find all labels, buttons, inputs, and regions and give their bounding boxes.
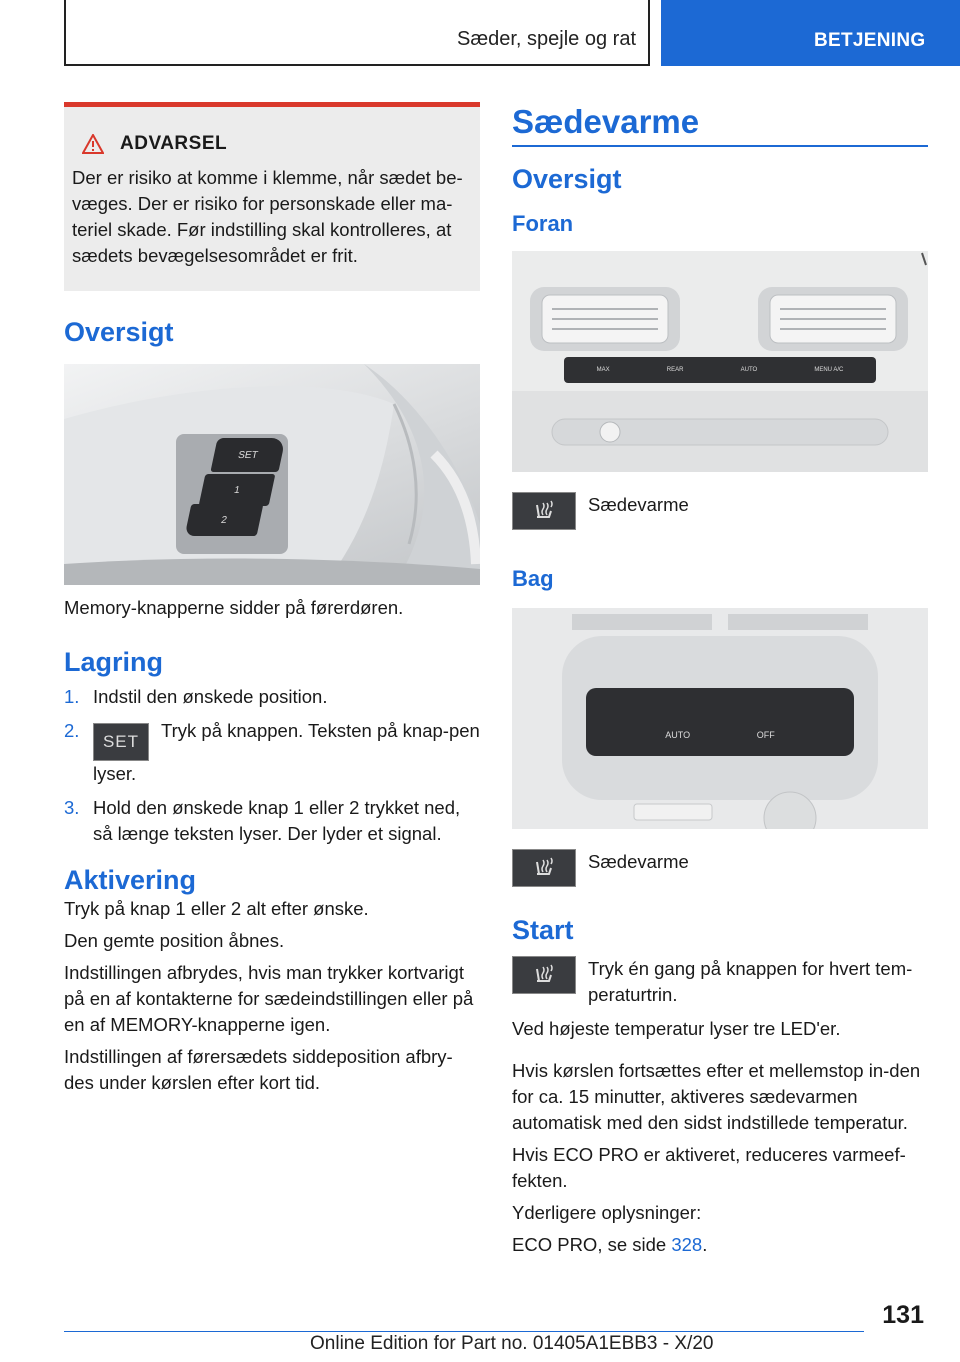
seat-heating-title: Sædevarme — [512, 103, 700, 140]
start-paragraph-1: Ved højeste temperatur lyser tre LED'er. — [512, 1018, 841, 1039]
rear-seat-heating-row — [512, 849, 928, 887]
start-instruction-row — [512, 956, 928, 1008]
front-heading: Foran — [512, 211, 574, 236]
warning-triangle-icon — [82, 134, 104, 154]
seat-heating-icon — [512, 492, 576, 530]
memory-button-2: 2 — [185, 504, 264, 536]
front-seat-heating-label: Sædevarme — [588, 494, 689, 515]
memory-set-button: SET — [210, 438, 285, 472]
front-console-photo — [512, 251, 928, 472]
activation-paragraph-2: Den gemte position åbnes. — [64, 930, 285, 951]
rear-heading: Bag — [512, 566, 554, 591]
header-section-box — [661, 0, 960, 66]
page-number: 131 — [882, 1301, 924, 1329]
start-paragraph-3: Hvis ECO PRO er aktiveret, reduceres varmeef-fekten. — [512, 1144, 906, 1191]
front-seat-heating-row — [512, 492, 928, 530]
memory-button-1: 1 — [199, 474, 276, 506]
warning-box — [64, 102, 480, 291]
storing-steps — [64, 684, 480, 847]
start-instruction-text: Tryk én gang på knappen for hvert tem-peraturtrin. — [588, 958, 913, 1005]
door-photo-caption: Memory-knapperne sidder på førerdøren. — [64, 597, 404, 618]
footer-rule — [64, 1331, 864, 1332]
step-2: 2. SET Tryk på knappen. Teksten på knap-pen lyser. — [64, 720, 480, 784]
activation-paragraph-3: Indstillingen afbrydes, hvis man trykker kortvarigt på en af kontakterne for sædeindstillingen eller på en af MEMORY-knapperne igen. — [64, 962, 474, 1035]
warning-text: Der er risiko at komme i klemme, når sædet be-væges. Der er risiko for personskade eller ma-teriel skade. Før indstilling skal kontrolleres, at sædets bevægelsesområdet er frit. — [72, 167, 463, 266]
start-heading: Start — [512, 915, 574, 945]
seat-heating-icon — [512, 956, 576, 994]
rear-seat-heating-label: Sædevarme — [588, 851, 689, 872]
start-paragraph-4: Yderligere oplysninger: — [512, 1202, 702, 1223]
footer-edition: Online Edition for Part no. 01405A1EBB3 - X/20 — [310, 1333, 714, 1354]
activation-heading: Aktivering — [64, 865, 197, 895]
rear-console-photo — [512, 608, 928, 829]
storing-heading: Lagring — [64, 647, 163, 677]
step-3: 3. Hold den ønskede knap 1 eller 2 trykket ned, så længe teksten lyser. Der lyder et signal. — [64, 797, 461, 844]
section-title: BETJENING — [814, 30, 926, 51]
seat-heating-icon — [512, 849, 576, 887]
left-column — [64, 102, 480, 1096]
right-column — [512, 102, 928, 1258]
eco-pro-reference: ECO PRO, se side 328. — [512, 1234, 708, 1255]
activation-paragraph-4: Indstillingen af førersædets siddeposition afbry-des under kørslen efter kort tid. — [64, 1046, 453, 1093]
header-chapter-box — [64, 0, 650, 66]
start-paragraph-2: Hvis kørslen fortsættes efter et mellemstop in-den for ca. 15 minutter, aktiveres sædevarmen automatisk med den sidst indstillede temperatur. — [512, 1060, 921, 1133]
overview-heading: Oversigt — [64, 317, 174, 347]
seat-heating-overview-heading: Oversigt — [512, 164, 622, 194]
set-button-icon: SET — [93, 723, 149, 761]
page-link-328[interactable]: 328 — [671, 1234, 703, 1255]
activation-paragraph-1: Tryk på knap 1 eller 2 alt efter ønske. — [64, 898, 369, 919]
front-panel-labels: MAX REAR AUTO MENU A/C — [596, 367, 844, 373]
warning-title: ADVARSEL — [120, 133, 228, 154]
step-1: 1. Indstil den ønskede position. — [64, 686, 328, 707]
chapter-title: Sæder, spejle og rat — [457, 28, 636, 50]
door-memory-photo — [64, 364, 480, 585]
rear-panel-labels: AUTO OFF — [665, 730, 775, 740]
